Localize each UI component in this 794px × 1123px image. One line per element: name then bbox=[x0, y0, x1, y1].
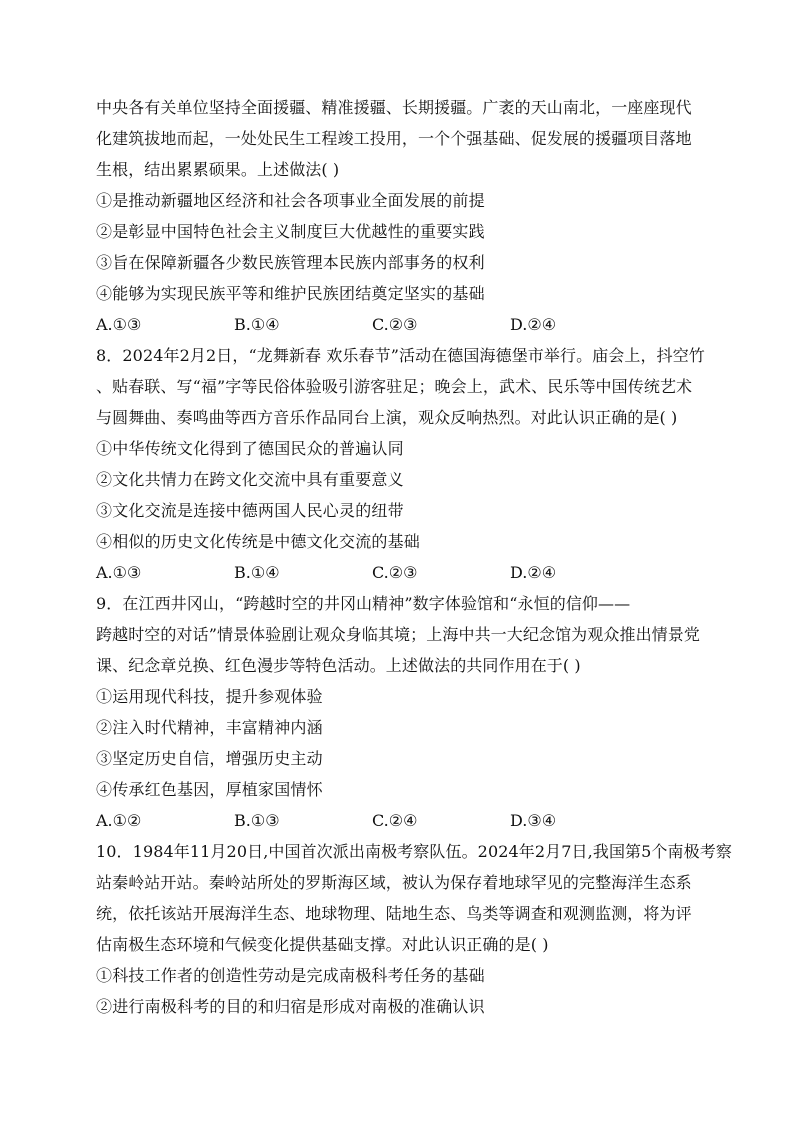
question-10-stem bbox=[96, 836, 732, 960]
choice-c: C.②③ bbox=[372, 315, 418, 334]
choice-a: A.①③ bbox=[96, 563, 142, 582]
stem-line: 、贴春联、写“福”字等民俗体验吸引游客驻足；晚会上，武术、民乐等中国传统艺术 bbox=[96, 377, 693, 396]
answer-choices bbox=[96, 805, 698, 836]
option-3: ③文化交流是连接中德两国人民心灵的纽带 bbox=[96, 501, 404, 520]
option-1: ①是推动新疆地区经济和社会各项事业全面发展的前提 bbox=[96, 191, 485, 210]
stem-line: 10．1984年11月20日,中国首次派出南极考察队伍。2024年2月7日,我国第5个南极考察 bbox=[96, 842, 732, 861]
stem-line: 8．2024年2月2日，“龙舞新春 欢乐春节”活动在德国海德堡市举行。庙会上，抖空竹 bbox=[96, 346, 705, 365]
option-2: ②注入时代精神，丰富精神内涵 bbox=[96, 718, 323, 737]
question-10 bbox=[96, 836, 732, 1022]
question-9 bbox=[96, 588, 698, 836]
stem-line: 站秦岭站开站。秦岭站所处的罗斯海区域，被认为保存着地球罕见的完整海洋生态系 bbox=[96, 873, 692, 892]
question-7 bbox=[96, 92, 698, 340]
question-8 bbox=[96, 340, 705, 588]
stem-line: 课、纪念章兑换、红色漫步等特色活动。上述做法的共同作用在于( ) bbox=[96, 656, 581, 675]
choice-a: A.①② bbox=[96, 811, 142, 830]
choice-a: A.①③ bbox=[96, 315, 142, 334]
choice-c: C.②③ bbox=[372, 563, 418, 582]
choice-d: D.③④ bbox=[510, 811, 557, 830]
option-1: ①运用现代科技，提升参观体验 bbox=[96, 687, 323, 706]
option-2: ②文化共情力在跨文化交流中具有重要意义 bbox=[96, 470, 404, 489]
question-8-stem bbox=[96, 340, 705, 433]
choice-b: B.①④ bbox=[234, 315, 280, 334]
stem-line: 统，依托该站开展海洋生态、地球物理、陆地生态、鸟类等调查和观测监测，将为评 bbox=[96, 904, 692, 923]
stem-line: 中央各有关单位坚持全面援疆、精准援疆、长期援疆。广袤的天山南北，一座座现代 bbox=[96, 98, 692, 117]
choice-d: D.②④ bbox=[510, 315, 557, 334]
option-4: ④传承红色基因，厚植家国情怀 bbox=[96, 780, 323, 799]
option-4: ④能够为实现民族平等和维护民族团结奠定坚实的基础 bbox=[96, 284, 485, 303]
option-2: ②是彰显中国特色社会主义制度巨大优越性的重要实践 bbox=[96, 222, 485, 241]
stem-line: 化建筑拔地而起，一处处民生工程竣工投用，一个个强基础、促发展的援疆项目落地 bbox=[96, 129, 692, 148]
choice-c: C.②④ bbox=[372, 811, 418, 830]
stem-line: 9．在江西井冈山，“跨越时空的井冈山精神”数字体验馆和“永恒的信仰—— bbox=[96, 594, 631, 613]
option-1: ①中华传统文化得到了德国民众的普遍认同 bbox=[96, 439, 404, 458]
stem-line: 估南极生态环境和气候变化提供基础支撑。对此认识正确的是( ) bbox=[96, 935, 549, 954]
question-7-stem bbox=[96, 92, 698, 185]
stem-line: 跨越时空的对话”情景体验剧让观众身临其境；上海中共一大纪念馆为观众推出情景党 bbox=[96, 625, 700, 644]
option-1: ①科技工作者的创造性劳动是完成南极科考任务的基础 bbox=[96, 966, 485, 985]
choice-b: B.①③ bbox=[234, 811, 280, 830]
answer-choices bbox=[96, 557, 698, 588]
stem-line: 与圆舞曲、奏鸣曲等西方音乐作品同台上演，观众反响热烈。对此认识正确的是( ) bbox=[96, 408, 678, 427]
choice-b: B.①④ bbox=[234, 563, 280, 582]
exam-page bbox=[96, 92, 732, 1022]
stem-line: 生根，结出累累硕果。上述做法( ) bbox=[96, 160, 340, 179]
question-9-stem bbox=[96, 588, 698, 681]
option-2: ②进行南极科考的目的和归宿是形成对南极的准确认识 bbox=[96, 997, 485, 1016]
answer-choices bbox=[96, 309, 698, 340]
option-3: ③旨在保障新疆各少数民族管理本民族内部事务的权利 bbox=[96, 253, 485, 272]
option-4: ④相似的历史文化传统是中德文化交流的基础 bbox=[96, 532, 421, 551]
option-3: ③坚定历史自信，增强历史主动 bbox=[96, 749, 323, 768]
choice-d: D.②④ bbox=[510, 563, 557, 582]
